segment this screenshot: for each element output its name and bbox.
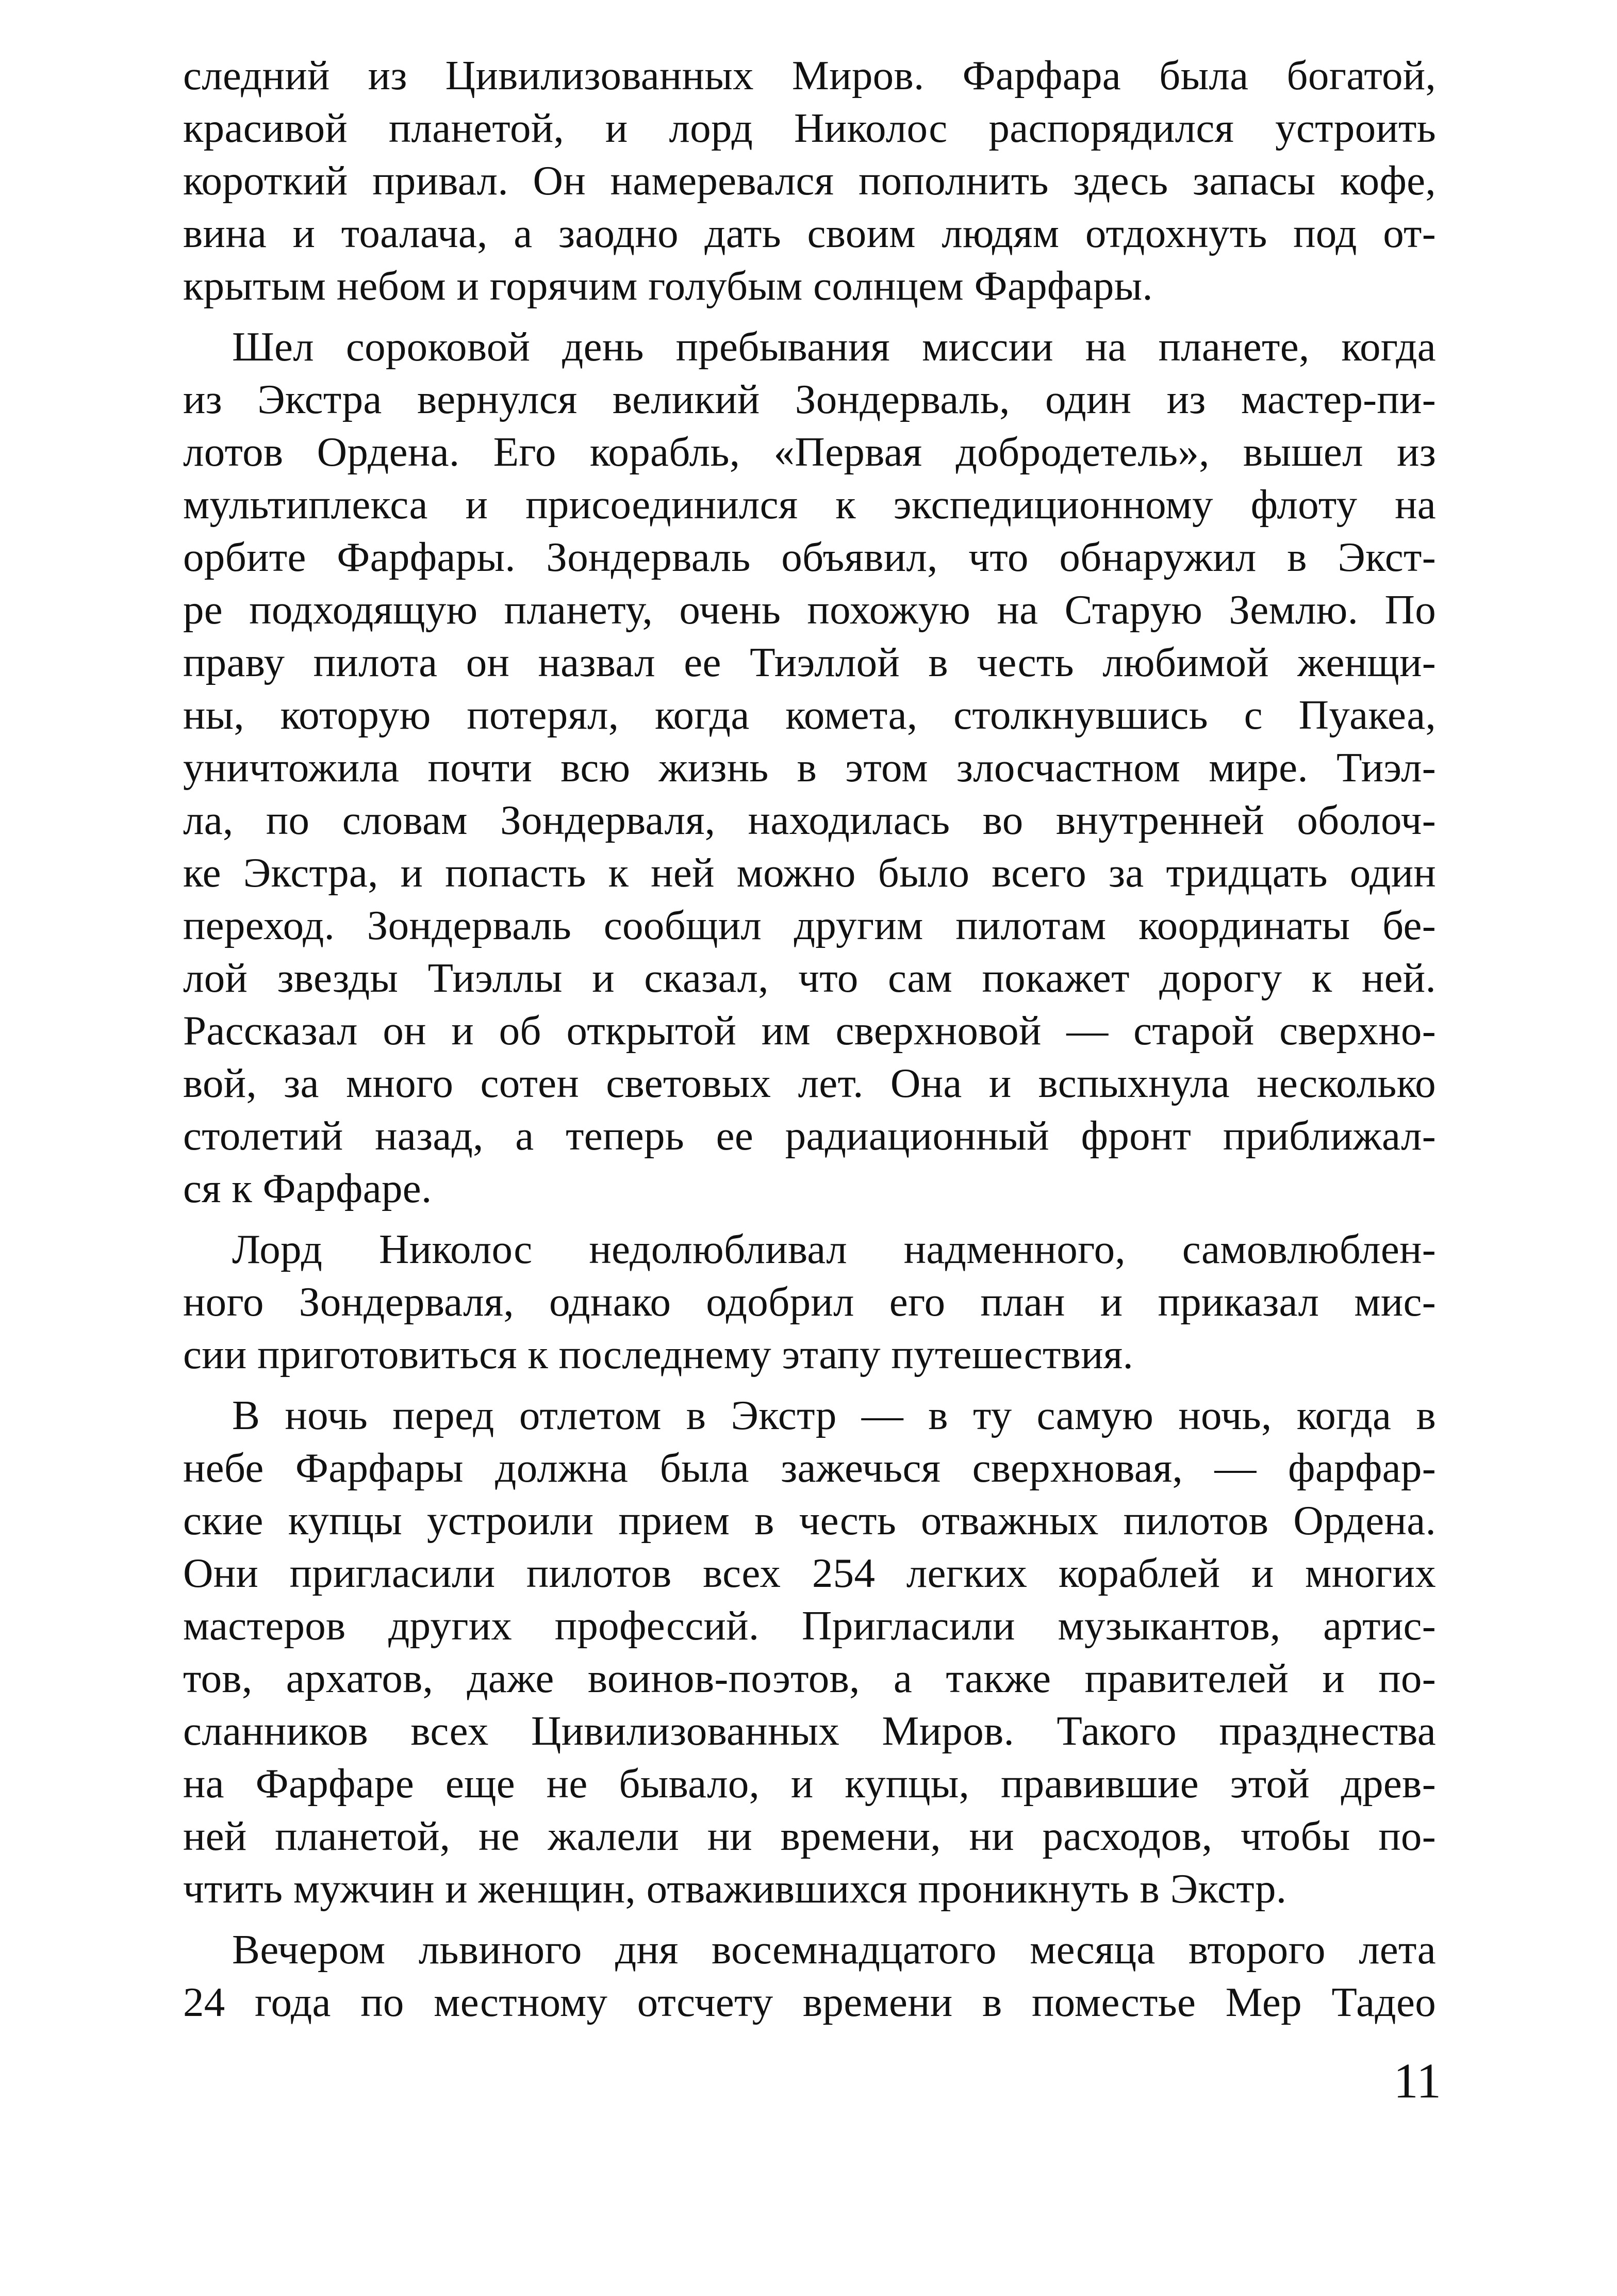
text-line: ке Экстра, и попасть к ней можно было всего за тридцать один <box>183 849 1436 896</box>
text-line: орбите Фарфары. Зондерваль объявил, что обнаружил в Экст- <box>183 534 1436 580</box>
text-line: Рассказал он и об открытой им сверхновой — старой сверхно- <box>183 1007 1436 1054</box>
text-line: ного Зондерваля, однако одобрил его план и приказал мис- <box>183 1278 1436 1325</box>
text-line: небе Фарфары должна была зажечься сверхновая, — фарфар- <box>183 1445 1436 1491</box>
text-line: столетий назад, а теперь ее радиационный фронт приближал- <box>183 1112 1436 1159</box>
paragraph-1 <box>183 49 1436 312</box>
text-line: Лорд Николос недолюбливал надменного, самовлюблен- <box>232 1226 1436 1272</box>
paragraph-spacer <box>183 1381 1436 1389</box>
paragraph-spacer <box>183 1215 1436 1223</box>
text-line: следний из Цивилизованных Миров. Фарфара была богатой, <box>183 52 1436 99</box>
text-line: ны, которую потерял, когда комета, столкнувшись с Пуакеа, <box>183 692 1436 738</box>
text-line: короткий привал. Он намеревался пополнить здесь запасы кофе, <box>183 157 1436 204</box>
text-line: вой, за много сотен световых лет. Она и вспыхнула несколько <box>183 1060 1436 1106</box>
text-line: Вечером львиного дня восемнадцатого месяца второго лета <box>232 1926 1436 1973</box>
text-line: 24 года по местному отсчету времени в поместье Мер Тадео <box>183 1979 1436 2025</box>
paragraph-4 <box>183 1389 1436 1915</box>
text-line: ся к Фарфаре. <box>183 1165 432 1211</box>
text-line: ре подходящую планету, очень похожую на Старую Землю. По <box>183 586 1436 633</box>
text-line: из Экстра вернулся великий Зондерваль, один из мастер-пи- <box>183 376 1436 422</box>
page-number: 11 <box>1393 2053 1441 2108</box>
text-line: мультиплекса и присоединился к экспедиционному флоту на <box>183 481 1436 528</box>
text-line: сии приготовиться к последнему этапу путешествия. <box>183 1331 1134 1377</box>
paragraph-5 <box>183 1923 1436 2028</box>
text-line: вина и тоалача, а заодно дать своим людям отдохнуть под от- <box>183 210 1436 256</box>
paragraph-spacer <box>183 1915 1436 1923</box>
text-line: лотов Ордена. Его корабль, «Первая добродетель», вышел из <box>183 429 1436 475</box>
text-line: тов, архатов, даже воинов-поэтов, а также правителей и по- <box>183 1655 1436 1701</box>
text-line: на Фарфаре еще не бывало, и купцы, правившие этой древ- <box>183 1760 1436 1807</box>
text-line: крытым небом и горячим голубым солнцем Фарфары. <box>183 263 1153 309</box>
text-line: Они пригласили пилотов всех 254 легких кораблей и многих <box>183 1550 1436 1596</box>
paragraph-spacer <box>183 312 1436 320</box>
text-line: ла, по словам Зондерваля, находилась во внутренней оболоч- <box>183 797 1436 843</box>
text-line: уничтожила почти всю жизнь в этом злосчастном мире. Тиэл- <box>183 744 1436 791</box>
text-line: мастеров других профессий. Пригласили музыкантов, артис- <box>183 1602 1436 1649</box>
text-line: В ночь перед отлетом в Экстр — в ту самую ночь, когда в <box>232 1392 1436 1438</box>
text-line: праву пилота он назвал ее Тиэллой в честь любимой женщи- <box>183 639 1436 685</box>
text-line: чтить мужчин и женщин, отважившихся проникнуть в Экстр. <box>183 1865 1287 1912</box>
paragraph-3 <box>183 1223 1436 1381</box>
text-line: Шел сороковой день пребывания миссии на планете, когда <box>232 323 1436 370</box>
paragraph-2 <box>183 320 1436 1215</box>
text-line: ские купцы устроили прием в честь отважных пилотов Ордена. <box>183 1497 1436 1544</box>
text-line: сланников всех Цивилизованных Миров. Такого празднества <box>183 1708 1436 1754</box>
text-line: лой звезды Тиэллы и сказал, что сам покажет дорогу к ней. <box>183 955 1436 1001</box>
text-line: ней планетой, не жалели ни времени, ни расходов, чтобы по- <box>183 1813 1436 1859</box>
text-line: переход. Зондерваль сообщил другим пилотам координаты бе- <box>183 902 1436 948</box>
text-line: красивой планетой, и лорд Николос распорядился устроить <box>183 105 1436 151</box>
body-text <box>183 49 1436 2028</box>
